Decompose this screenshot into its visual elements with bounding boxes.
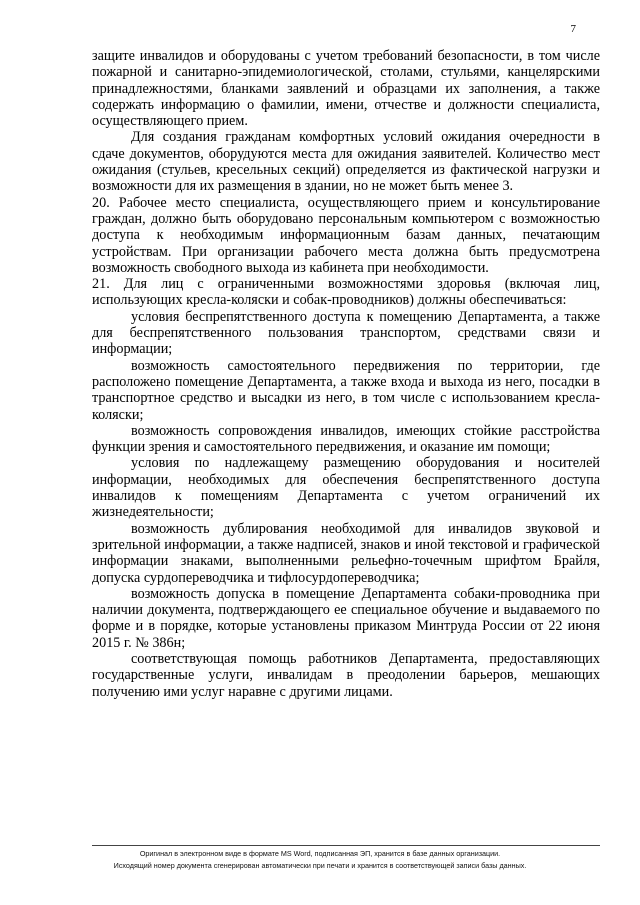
document-body [92, 48, 600, 700]
footer-line-1: Оригинал в электронном виде в формате MS Word, подписанная ЭП, хранится в базе данных организации. [139, 849, 501, 858]
paragraph-information-duplication: возможность дублирования необходимой для инвалидов звуковой и зрительной информации, а также надписей, знаков и иной текстовой и графической информации знаками, выполненными рельефно-точечным шрифтом Брайля, допуска сурдопереводчика и тифлосурдопереводчика; [92, 520, 600, 586]
paragraph-movement: возможность самостоятельного передвижения по территории, где расположено помещение Департамента, а также входа и выхода из него, посадки в транспортное средство и высадки из него, в том числе с использованием кресла-коляски; [92, 357, 600, 423]
page-number: 7 [570, 23, 576, 35]
paragraph-guide-dog: возможность допуска в помещение Департамента собаки-проводника при наличии документа, подтверждающего ее специальное обучение и выдаваемого по форме и в порядке, которые установлены приказом Минтруда России от 22 июня 2015 г. № 386н; [92, 585, 600, 651]
paragraph-item-21: 21. Для лиц с ограниченными возможностями здоровья (включая лиц, использующих кресла-коляски и собак-проводников) должны обеспечиваться: [92, 276, 600, 309]
paragraph-item-20: 20. Рабочее место специалиста, осуществляющего прием и консультирование граждан, должно быть оборудовано персональным компьютером с возможностью доступа к необходимым информационным базам данных, печатающим устройствам. При организации рабочего места должна быть предусмотрена возможность свободного выхода из кабинета при необходимости. [92, 194, 600, 276]
paragraph-access-conditions: условия беспрепятственного доступа к помещению Департамента, а также для беспрепятственного пользования транспортом, средствами связи и информации; [92, 308, 600, 358]
footer-divider [92, 845, 600, 846]
footer [60, 848, 580, 872]
paragraph-equipment-placement: условия по надлежащему размещению оборудования и носителей информации, необходимых для обеспечения беспрепятственного доступа инвалидов к помещениям Департамента с учетом ограничений их жизнедеятельности; [92, 455, 600, 521]
paragraph-escort: возможность сопровождения инвалидов, имеющих стойкие расстройства функции зрения и самостоятельного передвижения, и оказание им помощи; [92, 422, 600, 456]
paragraph-1: защите инвалидов и оборудованы с учетом требований безопасности, в том числе пожарной и санитарно-эпидемиологической, столами, стульями, канцелярскими принадлежностями, бланками заявлений и образцами их заполнения, а также содержать информацию о фамилии, имени, отчестве и должности специалиста, осуществляющего прием. [92, 48, 600, 130]
paragraph-staff-assistance: соответствующая помощь работников Департамента, предоставляющих государственные услуги, инвалидам в преодолении барьеров, мешающих получению ими услуг наравне с другими лицами. [92, 650, 600, 700]
footer-line-2: Исходящий номер документа сгенерирован автоматически при печати и хранится в соответствующей записи базы данных. [113, 861, 527, 870]
paragraph-2: Для создания гражданам комфортных условий ожидания очередности в сдаче документов, оборудуются места для ожидания заявителей. Количество мест ожидания (стульев, кресельных секций) определяется из фактической нагрузки и возможности для их размещения в здании, но не может быть менее 3. [92, 129, 600, 195]
